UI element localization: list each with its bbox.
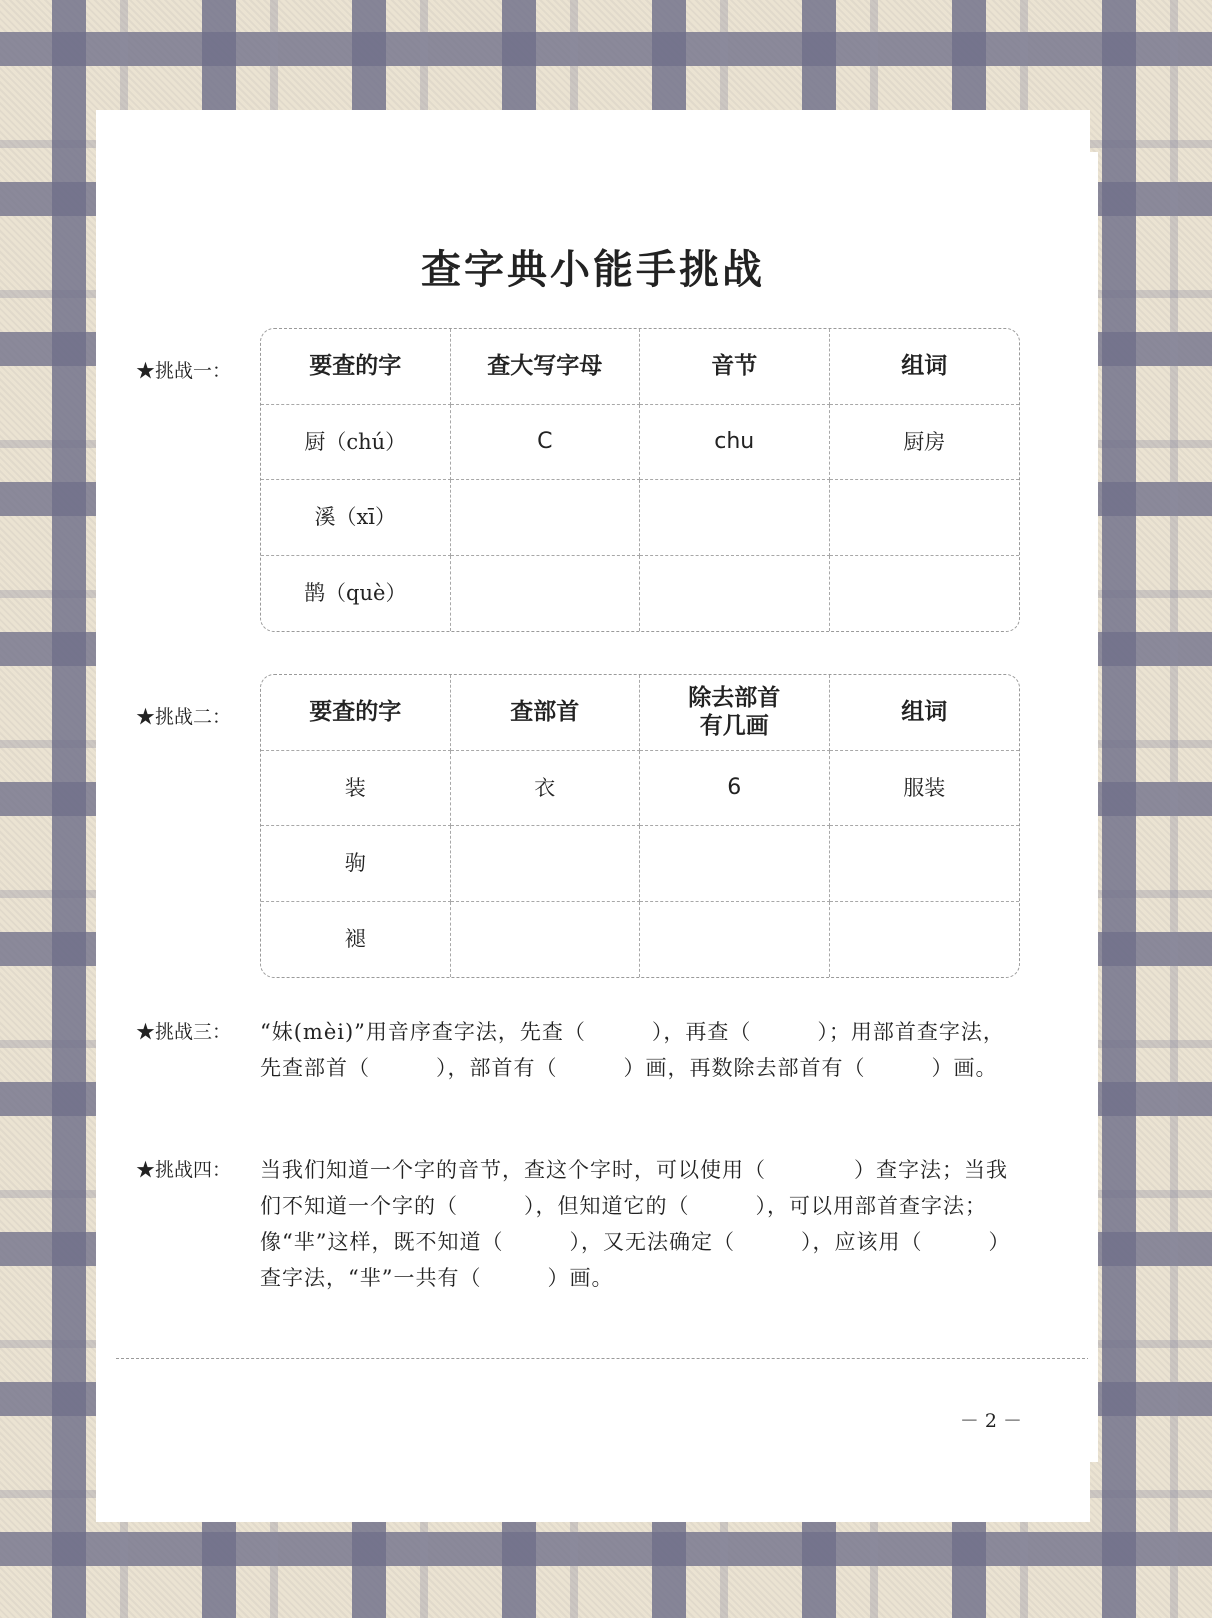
table-cell[interactable] xyxy=(451,826,641,902)
table-cell[interactable]: chu xyxy=(640,405,830,481)
challenge4-label: ★挑战四： xyxy=(136,1159,232,1181)
challenge1-label: ★挑战一： xyxy=(136,360,232,382)
table-cell[interactable]: 6 xyxy=(640,751,830,827)
table-cell: 驹 xyxy=(261,826,451,902)
table-cell[interactable]: C xyxy=(451,405,641,481)
table-cell[interactable]: 衣 xyxy=(451,751,641,827)
table-cell[interactable] xyxy=(830,556,1020,632)
table-cell[interactable] xyxy=(640,480,830,556)
table-header: 音节 xyxy=(640,329,830,405)
challenge1-table xyxy=(260,328,1020,632)
challenge2-label: ★挑战二： xyxy=(136,706,232,728)
challenge3-paragraph xyxy=(136,1014,1016,1086)
page-title: 查字典小能手挑战 xyxy=(421,247,765,293)
table-cell[interactable] xyxy=(451,902,641,978)
table-cell: 装 xyxy=(261,751,451,827)
table-cell[interactable] xyxy=(830,902,1020,978)
table-header: 要查的字 xyxy=(261,675,451,751)
table-cell[interactable]: 厨房 xyxy=(830,405,1020,481)
divider-line xyxy=(116,1358,1090,1359)
page-edge xyxy=(1088,152,1098,1462)
challenge2-table xyxy=(260,674,1020,978)
challenge3-label: ★挑战三： xyxy=(136,1021,232,1043)
table-cell: 厨（chú） xyxy=(261,405,451,481)
table-header: 查大写字母 xyxy=(451,329,641,405)
table-header: 查部首 xyxy=(451,675,641,751)
table-cell[interactable] xyxy=(830,826,1020,902)
table-header: 组词 xyxy=(830,675,1020,751)
table-header: 除去部首 有几画 xyxy=(640,675,830,751)
page-number: － 2 － xyxy=(959,1410,1022,1432)
worksheet-page xyxy=(96,110,1090,1522)
table-header: 组词 xyxy=(830,329,1020,405)
table-cell[interactable] xyxy=(640,826,830,902)
table-header: 要查的字 xyxy=(261,329,451,405)
table-cell[interactable] xyxy=(451,556,641,632)
table-cell: 褪 xyxy=(261,902,451,978)
challenge4-text: 当我们知道一个字的音节，查这个字时，可以使用（ ）查字法；当我们不知道一个字的（ ），但知道它的（ ），可以用部首查字法；像“芈”这样，既不知道（ ），又无法确定（ ），应该用（ ）查字法，“芈”一共有（ ）画。 xyxy=(260,1158,1011,1290)
table-cell[interactable] xyxy=(640,556,830,632)
table-cell[interactable] xyxy=(451,480,641,556)
challenge4-paragraph xyxy=(136,1152,1016,1296)
table-cell[interactable] xyxy=(640,902,830,978)
table-cell[interactable]: 服装 xyxy=(830,751,1020,827)
table-cell: 溪（xī） xyxy=(261,480,451,556)
table-cell: 鹊（què） xyxy=(261,556,451,632)
table-cell[interactable] xyxy=(830,480,1020,556)
challenge3-text: “妹(mèi)”用音序查字法，先查（ ），再查（ ）；用部首查字法，先查部首（ ），部首有（ ）画，再数除去部首有（ ）画。 xyxy=(260,1020,1005,1080)
